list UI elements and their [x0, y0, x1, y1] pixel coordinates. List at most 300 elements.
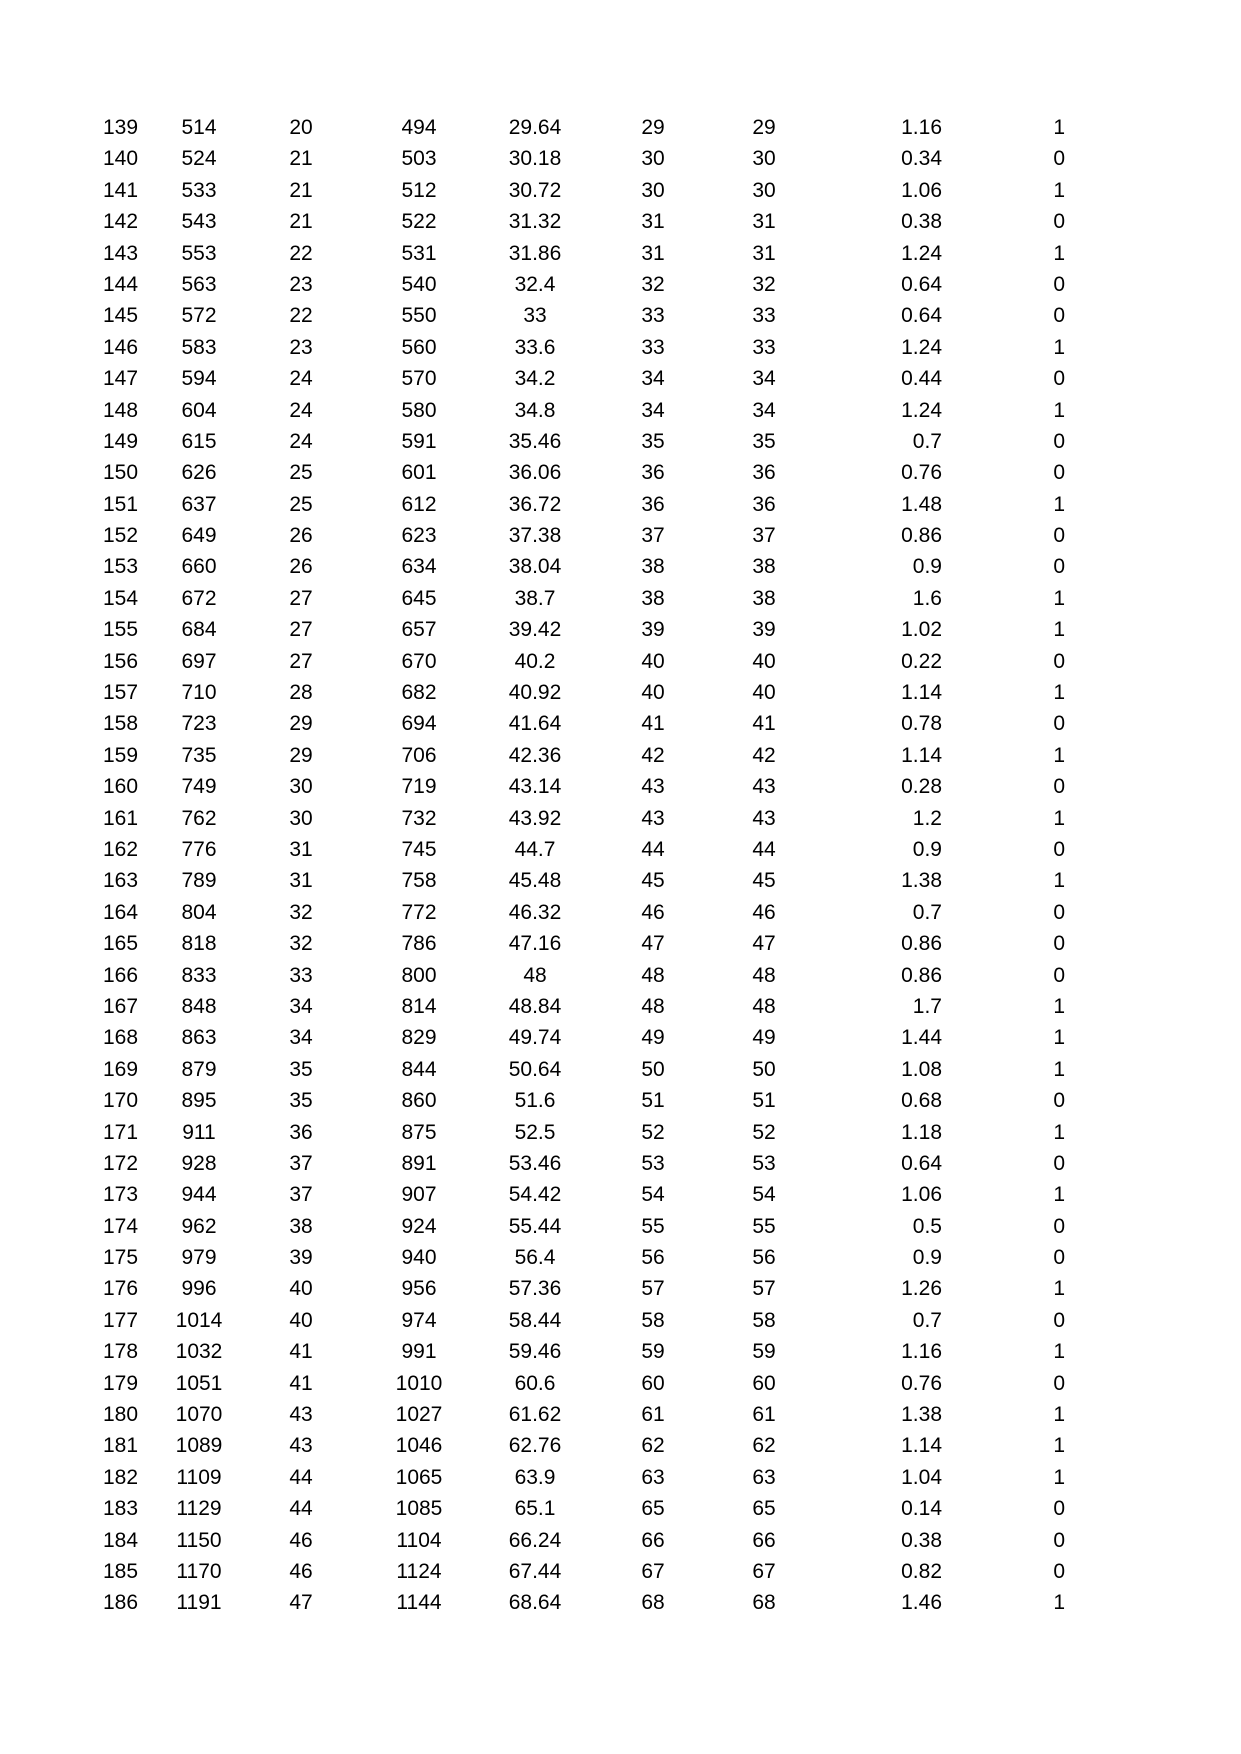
- table-cell: 45: [641, 869, 665, 893]
- table-cell: 30: [289, 775, 313, 799]
- table-cell: 172: [103, 1151, 139, 1175]
- table-cell: 0: [1053, 1559, 1065, 1583]
- table-cell: 1: [1053, 1434, 1065, 1458]
- table-cell: 860: [401, 1089, 437, 1113]
- table-cell: 47: [641, 932, 665, 956]
- table-cell: 772: [401, 900, 437, 924]
- table-cell: 649: [181, 524, 217, 548]
- table-cell: 723: [181, 712, 217, 736]
- table-cell: 1.2: [912, 806, 942, 830]
- table-cell: 1.6: [912, 586, 942, 610]
- table-cell: 494: [401, 116, 437, 139]
- table-cell: 46: [641, 900, 665, 924]
- table-row: [0, 489, 1241, 520]
- table-cell: 684: [181, 618, 217, 642]
- table-cell: 0: [1053, 461, 1065, 485]
- table-cell: 697: [181, 649, 217, 673]
- table-cell: 153: [103, 555, 139, 579]
- table-cell: 1.08: [901, 1057, 942, 1081]
- table-cell: 40: [289, 1308, 313, 1332]
- table-cell: 40: [641, 649, 665, 673]
- table-row: [0, 1242, 1241, 1273]
- table-cell: 52.5: [514, 1120, 556, 1144]
- table-cell: 0.76: [901, 1371, 942, 1395]
- table-cell: 157: [103, 681, 139, 705]
- table-cell: 167: [103, 994, 139, 1018]
- table-cell: 175: [103, 1246, 139, 1270]
- table-cell: 38.7: [514, 586, 556, 610]
- table-row: [0, 269, 1241, 300]
- table-cell: 25: [289, 461, 313, 485]
- table-cell: 186: [103, 1591, 139, 1615]
- table-cell: 533: [181, 178, 217, 202]
- table-cell: 36: [752, 492, 776, 516]
- table-cell: 66: [641, 1528, 665, 1552]
- table-cell: 51: [641, 1089, 665, 1113]
- table-cell: 54.42: [508, 1183, 562, 1207]
- table-cell: 31: [752, 241, 776, 265]
- table-row: [0, 300, 1241, 331]
- table-cell: 804: [181, 900, 217, 924]
- table-cell: 26: [289, 524, 313, 548]
- table-cell: 27: [289, 586, 313, 610]
- table-cell: 0: [1053, 932, 1065, 956]
- table-cell: 48: [752, 994, 776, 1018]
- table-cell: 1.04: [901, 1465, 942, 1489]
- table-cell: 29: [289, 743, 313, 767]
- table-cell: 38: [641, 555, 665, 579]
- table-cell: 33: [523, 304, 547, 328]
- table-cell: 21: [289, 147, 313, 171]
- table-cell: 162: [103, 837, 139, 861]
- table-cell: 1: [1053, 241, 1065, 265]
- table-cell: 56: [752, 1246, 776, 1270]
- table-cell: 604: [181, 398, 217, 422]
- table-cell: 41.64: [508, 712, 562, 736]
- table-cell: 591: [401, 429, 437, 453]
- table-cell: 735: [181, 743, 217, 767]
- table-cell: 141: [103, 178, 139, 202]
- table-cell: 60.6: [514, 1371, 556, 1395]
- table-cell: 52: [752, 1120, 776, 1144]
- table-cell: 184: [103, 1528, 139, 1552]
- table-cell: 0.82: [901, 1559, 942, 1583]
- table-row: [0, 960, 1241, 991]
- table-cell: 35: [289, 1057, 313, 1081]
- table-cell: 66.24: [508, 1528, 562, 1552]
- table-cell: 0: [1053, 1151, 1065, 1175]
- table-cell: 55.44: [508, 1214, 562, 1238]
- table-cell: 0.38: [901, 210, 942, 234]
- table-cell: 634: [401, 555, 437, 579]
- table-cell: 34: [752, 367, 776, 391]
- table-cell: 1065: [395, 1465, 443, 1489]
- table-cell: 33: [641, 335, 665, 359]
- table-cell: 563: [181, 272, 217, 296]
- table-cell: 158: [103, 712, 139, 736]
- table-cell: 39.42: [508, 618, 562, 642]
- table-cell: 0: [1053, 304, 1065, 328]
- table-row: [0, 1493, 1241, 1524]
- table-cell: 21: [289, 178, 313, 202]
- table-cell: 140: [103, 147, 139, 171]
- table-cell: 49.74: [508, 1026, 562, 1050]
- table-cell: 41: [641, 712, 665, 736]
- table-cell: 62: [641, 1434, 665, 1458]
- table-cell: 911: [182, 1120, 216, 1144]
- table-cell: 0.9: [912, 555, 942, 579]
- table-cell: 185: [103, 1559, 139, 1583]
- table-cell: 818: [181, 932, 217, 956]
- table-cell: 1: [1053, 586, 1065, 610]
- table-cell: 49: [641, 1026, 665, 1050]
- table-cell: 41: [289, 1371, 313, 1395]
- table-cell: 36: [752, 461, 776, 485]
- table-cell: 51: [752, 1089, 776, 1113]
- table-cell: 58.44: [508, 1308, 562, 1332]
- table-row: [0, 677, 1241, 708]
- table-cell: 176: [103, 1277, 139, 1301]
- table-cell: 33: [289, 963, 313, 987]
- table-cell: 181: [103, 1434, 139, 1458]
- table-cell: 151: [103, 492, 139, 516]
- table-cell: 48: [523, 963, 547, 987]
- table-cell: 33: [752, 304, 776, 328]
- table-row: [0, 1179, 1241, 1210]
- table-cell: 1051: [175, 1371, 223, 1395]
- table-cell: 43: [752, 806, 776, 830]
- table-cell: 32: [289, 932, 313, 956]
- table-cell: 178: [103, 1340, 139, 1364]
- table-cell: 34.8: [514, 398, 556, 422]
- table-cell: 1070: [175, 1403, 223, 1427]
- table-cell: 1.7: [912, 994, 942, 1018]
- table-cell: 645: [401, 586, 437, 610]
- table-row: [0, 1587, 1241, 1618]
- table-cell: 44.7: [514, 837, 556, 861]
- table-cell: 40.92: [508, 681, 562, 705]
- table-cell: 1150: [176, 1528, 222, 1552]
- table-cell: 0.28: [901, 775, 942, 799]
- table-cell: 43.92: [508, 806, 562, 830]
- table-row: [0, 520, 1241, 551]
- table-cell: 23: [289, 335, 313, 359]
- table-cell: 1: [1053, 1120, 1065, 1144]
- table-cell: 34: [641, 367, 665, 391]
- table-cell: 63: [641, 1465, 665, 1489]
- table-cell: 60: [752, 1371, 776, 1395]
- table-cell: 762: [181, 806, 217, 830]
- table-cell: 1: [1053, 178, 1065, 202]
- table-cell: 1.14: [901, 1434, 942, 1458]
- table-cell: 182: [103, 1465, 139, 1489]
- table-cell: 177: [103, 1308, 139, 1332]
- table-cell: 29: [641, 116, 665, 139]
- table-cell: 152: [103, 524, 139, 548]
- table-cell: 164: [103, 900, 139, 924]
- table-cell: 31.86: [508, 241, 562, 265]
- table-cell: 41: [289, 1340, 313, 1364]
- table-cell: 1.14: [901, 743, 942, 767]
- table-cell: 583: [181, 335, 217, 359]
- table-cell: 615: [181, 429, 217, 453]
- table-cell: 38: [641, 586, 665, 610]
- table-cell: 1: [1053, 743, 1065, 767]
- table-cell: 891: [401, 1151, 437, 1175]
- table-cell: 514: [181, 116, 217, 139]
- table-cell: 0: [1053, 555, 1065, 579]
- table-cell: 657: [401, 618, 437, 642]
- table-cell: 30: [752, 147, 776, 171]
- table-cell: 44: [289, 1497, 313, 1521]
- table-cell: 58: [641, 1308, 665, 1332]
- table-cell: 0: [1053, 272, 1065, 296]
- table-cell: 67: [641, 1559, 665, 1583]
- table-cell: 166: [103, 963, 139, 987]
- table-cell: 1124: [396, 1559, 442, 1583]
- table-cell: 974: [401, 1308, 437, 1332]
- table-cell: 36.72: [508, 492, 562, 516]
- table-cell: 0.86: [901, 524, 942, 548]
- table-cell: 34: [289, 994, 313, 1018]
- table-cell: 29: [752, 116, 776, 139]
- table-cell: 637: [181, 492, 217, 516]
- table-cell: 50.64: [508, 1057, 562, 1081]
- table-cell: 1144: [396, 1591, 442, 1615]
- table-cell: 52: [641, 1120, 665, 1144]
- table-cell: 594: [181, 367, 217, 391]
- table-cell: 570: [401, 367, 437, 391]
- table-cell: 732: [401, 806, 437, 830]
- table-cell: 43: [641, 775, 665, 799]
- table-cell: 0: [1053, 1497, 1065, 1521]
- table-cell: 1109: [176, 1465, 222, 1489]
- table-row: [0, 583, 1241, 614]
- table-cell: 522: [401, 210, 437, 234]
- table-cell: 1010: [395, 1371, 443, 1395]
- table-cell: 28: [289, 681, 313, 705]
- table-cell: 601: [401, 461, 437, 485]
- table-row: [0, 865, 1241, 896]
- table-cell: 789: [181, 869, 217, 893]
- table-cell: 65.1: [514, 1497, 556, 1521]
- table-cell: 1046: [395, 1434, 443, 1458]
- table-cell: 1.24: [901, 398, 942, 422]
- table-cell: 829: [401, 1026, 437, 1050]
- table-cell: 42: [752, 743, 776, 767]
- table-cell: 623: [401, 524, 437, 548]
- table-cell: 786: [401, 932, 437, 956]
- table-row: [0, 740, 1241, 771]
- table-cell: 1014: [175, 1308, 223, 1332]
- table-cell: 0: [1053, 837, 1065, 861]
- table-cell: 0.14: [901, 1497, 942, 1521]
- table-cell: 1.48: [901, 492, 942, 516]
- table-row: [0, 1273, 1241, 1304]
- table-cell: 956: [401, 1277, 437, 1301]
- table-cell: 1: [1053, 116, 1065, 139]
- table-cell: 1.14: [901, 681, 942, 705]
- table-cell: 979: [181, 1246, 217, 1270]
- table-cell: 179: [103, 1371, 139, 1395]
- table-cell: 0.44: [901, 367, 942, 391]
- table-cell: 59: [641, 1340, 665, 1364]
- table-row: [0, 834, 1241, 865]
- table-cell: 163: [103, 869, 139, 893]
- table-cell: 1: [1053, 492, 1065, 516]
- table-cell: 0: [1053, 1214, 1065, 1238]
- table-cell: 512: [401, 178, 437, 202]
- table-row: [0, 395, 1241, 426]
- table-cell: 0.34: [901, 147, 942, 171]
- table-cell: 43: [752, 775, 776, 799]
- table-cell: 1: [1053, 1026, 1065, 1050]
- table-cell: 55: [641, 1214, 665, 1238]
- table-row: [0, 1085, 1241, 1116]
- table-row: [0, 1462, 1241, 1493]
- table-cell: 65: [641, 1497, 665, 1521]
- table-cell: 58: [752, 1308, 776, 1332]
- table-row: [0, 551, 1241, 582]
- table-cell: 56: [641, 1246, 665, 1270]
- table-cell: 43: [289, 1403, 313, 1427]
- table-cell: 44: [641, 837, 665, 861]
- table-cell: 0.7: [912, 900, 942, 924]
- table-row: [0, 1117, 1241, 1148]
- table-cell: 20: [289, 116, 313, 139]
- table-cell: 54: [641, 1183, 665, 1207]
- table-cell: 60: [641, 1371, 665, 1395]
- table-cell: 996: [181, 1277, 217, 1301]
- table-cell: 154: [103, 586, 139, 610]
- table-cell: 0: [1053, 775, 1065, 799]
- table-cell: 672: [181, 586, 217, 610]
- table-cell: 0.7: [912, 1308, 942, 1332]
- table-cell: 1: [1053, 1591, 1065, 1615]
- table-cell: 1: [1053, 1403, 1065, 1427]
- table-cell: 30: [289, 806, 313, 830]
- table-cell: 1: [1053, 335, 1065, 359]
- table-cell: 32: [752, 272, 776, 296]
- table-cell: 1: [1053, 681, 1065, 705]
- table-cell: 31: [289, 869, 313, 893]
- table-cell: 0.86: [901, 932, 942, 956]
- table-cell: 991: [401, 1340, 437, 1364]
- table-cell: 1.38: [901, 869, 942, 893]
- table-cell: 68: [641, 1591, 665, 1615]
- table-cell: 40: [752, 681, 776, 705]
- table-cell: 31: [289, 837, 313, 861]
- table-cell: 34: [289, 1026, 313, 1050]
- table-cell: 0: [1053, 367, 1065, 391]
- table-cell: 0.7: [912, 429, 942, 453]
- table-cell: 814: [401, 994, 437, 1018]
- table-cell: 165: [103, 932, 139, 956]
- table-cell: 27: [289, 649, 313, 673]
- table-cell: 40.2: [514, 649, 556, 673]
- table-cell: 1: [1053, 1183, 1065, 1207]
- table-cell: 149: [103, 429, 139, 453]
- table-cell: 29.64: [508, 116, 562, 139]
- table-cell: 145: [103, 304, 139, 328]
- table-cell: 1089: [175, 1434, 223, 1458]
- table-row: [0, 1556, 1241, 1587]
- table-row: [0, 1399, 1241, 1430]
- table-cell: 26: [289, 555, 313, 579]
- table-cell: 1.06: [901, 1183, 942, 1207]
- table-cell: 23: [289, 272, 313, 296]
- table-cell: 682: [401, 681, 437, 705]
- table-row: [0, 1305, 1241, 1336]
- table-row: [0, 1336, 1241, 1367]
- table-cell: 148: [103, 398, 139, 422]
- table-cell: 1191: [176, 1591, 222, 1615]
- table-cell: 35: [641, 429, 665, 453]
- table-cell: 863: [181, 1026, 217, 1050]
- table-cell: 46: [752, 900, 776, 924]
- table-cell: 68: [752, 1591, 776, 1615]
- table-cell: 924: [401, 1214, 437, 1238]
- table-cell: 33: [752, 335, 776, 359]
- table-row: [0, 771, 1241, 802]
- table-cell: 50: [752, 1057, 776, 1081]
- table-cell: 170: [103, 1089, 139, 1113]
- table-cell: 65: [752, 1497, 776, 1521]
- table-cell: 33.6: [514, 335, 556, 359]
- table-cell: 32: [641, 272, 665, 296]
- table-cell: 38: [289, 1214, 313, 1238]
- table-row: [0, 363, 1241, 394]
- table-cell: 848: [181, 994, 217, 1018]
- table-cell: 670: [401, 649, 437, 673]
- table-cell: 1032: [175, 1340, 223, 1364]
- table-cell: 531: [401, 241, 437, 265]
- table-cell: 833: [181, 963, 217, 987]
- table-cell: 39: [289, 1246, 313, 1270]
- table-cell: 0: [1053, 963, 1065, 987]
- table-cell: 168: [103, 1026, 139, 1050]
- table-cell: 43: [641, 806, 665, 830]
- table-cell: 47: [289, 1591, 313, 1615]
- table-row: [0, 206, 1241, 237]
- table-cell: 53: [641, 1151, 665, 1175]
- table-cell: 171: [103, 1120, 139, 1144]
- table-cell: 37.38: [508, 524, 562, 548]
- table-cell: 1.24: [901, 241, 942, 265]
- table-cell: 63: [752, 1465, 776, 1489]
- table-cell: 39: [752, 618, 776, 642]
- table-cell: 144: [103, 272, 139, 296]
- table-cell: 24: [289, 429, 313, 453]
- table-cell: 31.32: [508, 210, 562, 234]
- table-cell: 147: [103, 367, 139, 391]
- table-cell: 32: [289, 900, 313, 924]
- table-cell: 24: [289, 398, 313, 422]
- table-cell: 42: [641, 743, 665, 767]
- table-cell: 0.64: [901, 304, 942, 328]
- table-cell: 67: [752, 1559, 776, 1583]
- table-cell: 22: [289, 241, 313, 265]
- table-cell: 1: [1053, 869, 1065, 893]
- table-cell: 161: [103, 806, 139, 830]
- table-cell: 47: [752, 932, 776, 956]
- table-cell: 612: [401, 492, 437, 516]
- table-cell: 49: [752, 1026, 776, 1050]
- table-cell: 1: [1053, 1277, 1065, 1301]
- table-cell: 45.48: [508, 869, 562, 893]
- table-row: [0, 426, 1241, 457]
- table-cell: 1.06: [901, 178, 942, 202]
